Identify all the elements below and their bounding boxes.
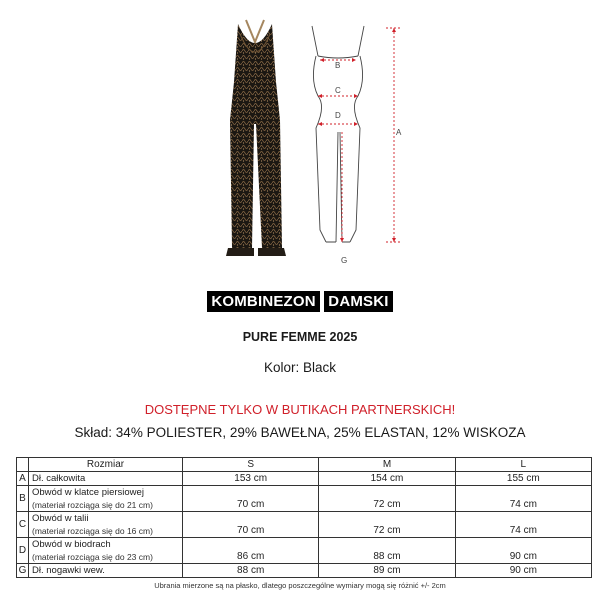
row-name-cell — [29, 486, 183, 512]
cell-s: 70 cm — [183, 486, 319, 512]
row-key: C — [17, 512, 29, 538]
label-d: D — [335, 111, 341, 120]
row-name: Obwód w talii — [32, 512, 89, 524]
table-row — [17, 472, 592, 486]
row-note: (materiał rozciąga się do 21 cm) — [32, 499, 153, 510]
header-size-l: L — [455, 458, 591, 472]
label-g: G — [341, 256, 348, 265]
cell-s: 153 cm — [183, 472, 319, 486]
row-name: Dł. nogawki wew. — [29, 564, 183, 578]
title-word-1: KOMBINEZON — [207, 291, 320, 312]
row-key: B — [17, 486, 29, 512]
row-key: G — [17, 564, 29, 578]
row-key: D — [17, 538, 29, 564]
cell-m: 88 cm — [319, 538, 455, 564]
measurement-footnote: Ubrania mierzone są na płasko, dlatego poszczególne wymiary mogą się różnić +/- 2cm — [154, 581, 446, 590]
row-key: A — [17, 472, 29, 486]
availability-notice: DOSTĘPNE TYLKO W BUTIKACH PARTNERSKICH! — [144, 402, 456, 417]
cell-m: 89 cm — [319, 564, 455, 578]
table-row — [17, 486, 592, 512]
cell-l: 155 cm — [455, 472, 591, 486]
title-word-2: DAMSKI — [324, 291, 392, 312]
cell-s: 70 cm — [183, 512, 319, 538]
table-row — [17, 564, 592, 578]
header-size-s: S — [183, 458, 319, 472]
table-row — [17, 512, 592, 538]
cell-l: 90 cm — [455, 564, 591, 578]
color-info: Kolor: Black — [263, 360, 337, 375]
cell-l: 90 cm — [455, 538, 591, 564]
cell-m: 72 cm — [319, 512, 455, 538]
table-row — [17, 538, 592, 564]
product-photo — [218, 12, 292, 262]
label-c: C — [335, 86, 341, 95]
row-note: (materiał rozciąga się do 16 cm) — [32, 525, 153, 536]
cell-s: 88 cm — [183, 564, 319, 578]
row-name-cell — [29, 512, 183, 538]
header-size-label: Rozmiar — [29, 458, 183, 472]
product-title — [0, 291, 600, 312]
header-size-m: M — [319, 458, 455, 472]
header-spacer — [17, 458, 29, 472]
label-b: B — [335, 61, 341, 70]
label-a: A — [396, 128, 402, 137]
cell-s: 86 cm — [183, 538, 319, 564]
collection-name: PURE FEMME 2025 — [242, 330, 358, 344]
cell-l: 74 cm — [455, 486, 591, 512]
size-table — [16, 457, 592, 578]
size-table-header — [17, 458, 592, 472]
row-name: Dł. całkowita — [29, 472, 183, 486]
row-name-cell — [29, 538, 183, 564]
row-name: Obwód w biodrach — [32, 538, 111, 550]
row-note: (materiał rozciąga się do 23 cm) — [32, 551, 153, 562]
measurement-diagram — [296, 20, 416, 272]
cell-l: 74 cm — [455, 512, 591, 538]
cell-m: 154 cm — [319, 472, 455, 486]
row-name: Obwód w klatce piersiowej — [32, 486, 144, 498]
cell-m: 72 cm — [319, 486, 455, 512]
composition-info: Skład: 34% POLIESTER, 29% BAWEŁNA, 25% ELASTAN, 12% WISKOZA — [74, 425, 526, 440]
